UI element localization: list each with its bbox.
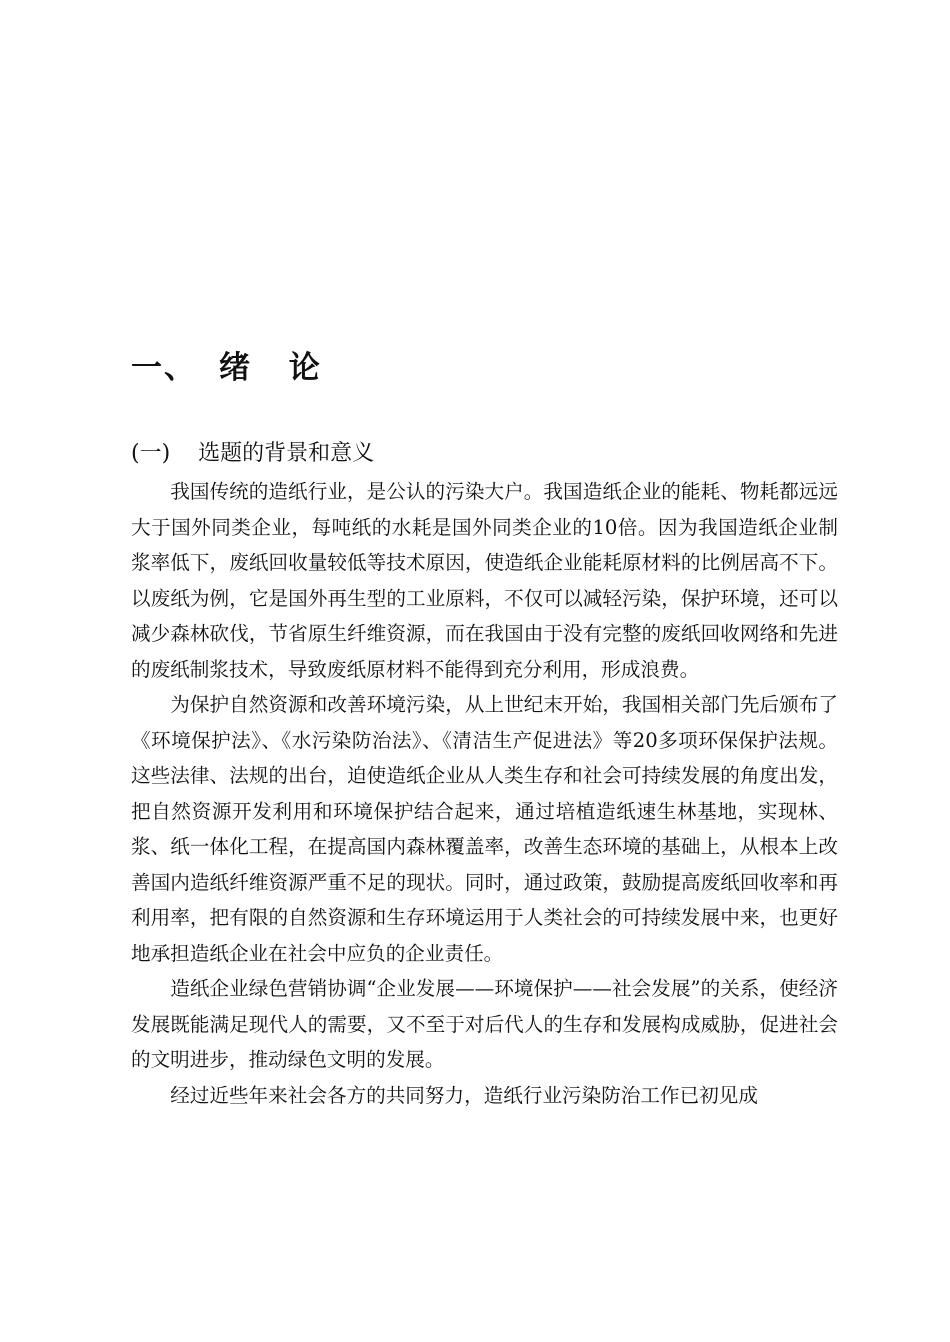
body-text — [131, 474, 838, 1113]
chapter-heading — [131, 346, 334, 390]
chapter-number: 一、 — [131, 350, 197, 386]
section-title: 选题的背景和意义 — [198, 441, 375, 466]
chapter-title: 绪 论 — [219, 350, 334, 386]
paragraph: 我国传统的造纸行业，是公认的污染大户。我国造纸企业的能耗、物耗都远远大于国外同类企业，每吨纸的水耗是国外同类企业的10倍。因为我国造纸企业制浆率低下，废纸回收量较低等技术原因，使造纸企业能耗原材料的比例居高不下。以废纸为例，它是国外再生型的工业原料，不仅可以减轻污染，保护环境，还可以减少森林砍伐，节省原生纤维资源，而在我国由于没有完整的废纸回收网络和先进的废纸制浆技术，导致废纸原材料不能得到充分利用，形成浪费。 — [131, 480, 838, 681]
section-heading — [131, 437, 374, 471]
section-number: (一) — [131, 441, 171, 466]
paragraph: 经过近些年来社会各方的共同努力，造纸行业污染防治工作已初见成 — [170, 1083, 758, 1107]
paragraph: 为保护自然资源和改善环境污染，从上世纪末开始，我国相关部门先后颁布了《环境保护法》、《水污染防治法》、《清洁生产促进法》等20多项环保保护法规。这些法律、法规的出台，迫使造纸企业从人类生存和社会可持续发展的角度出发，把自然资源开发利用和环境保护结合起来，通过培植造纸速生林基地，实现林、浆、纸一体化工程，在提高国内森林覆盖率，改善生态环境的基础上，从根本上改善国内造纸纤维资源严重不足的现状。同时，通过政策，鼓励提高废纸回收率和再利用率，把有限的自然资源和生存环境运用于人类社会的可持续发展中来，也更好地承担造纸企业在社会中应负的企业责任。 — [131, 693, 838, 965]
paragraph: 造纸企业绿色营销协调“企业发展——环境保护——社会发展”的关系，使经济发展既能满足现代人的需要，又不至于对后代人的生存和发展构成威胁，促进社会的文明进步，推动绿色文明的发展。 — [131, 977, 838, 1071]
